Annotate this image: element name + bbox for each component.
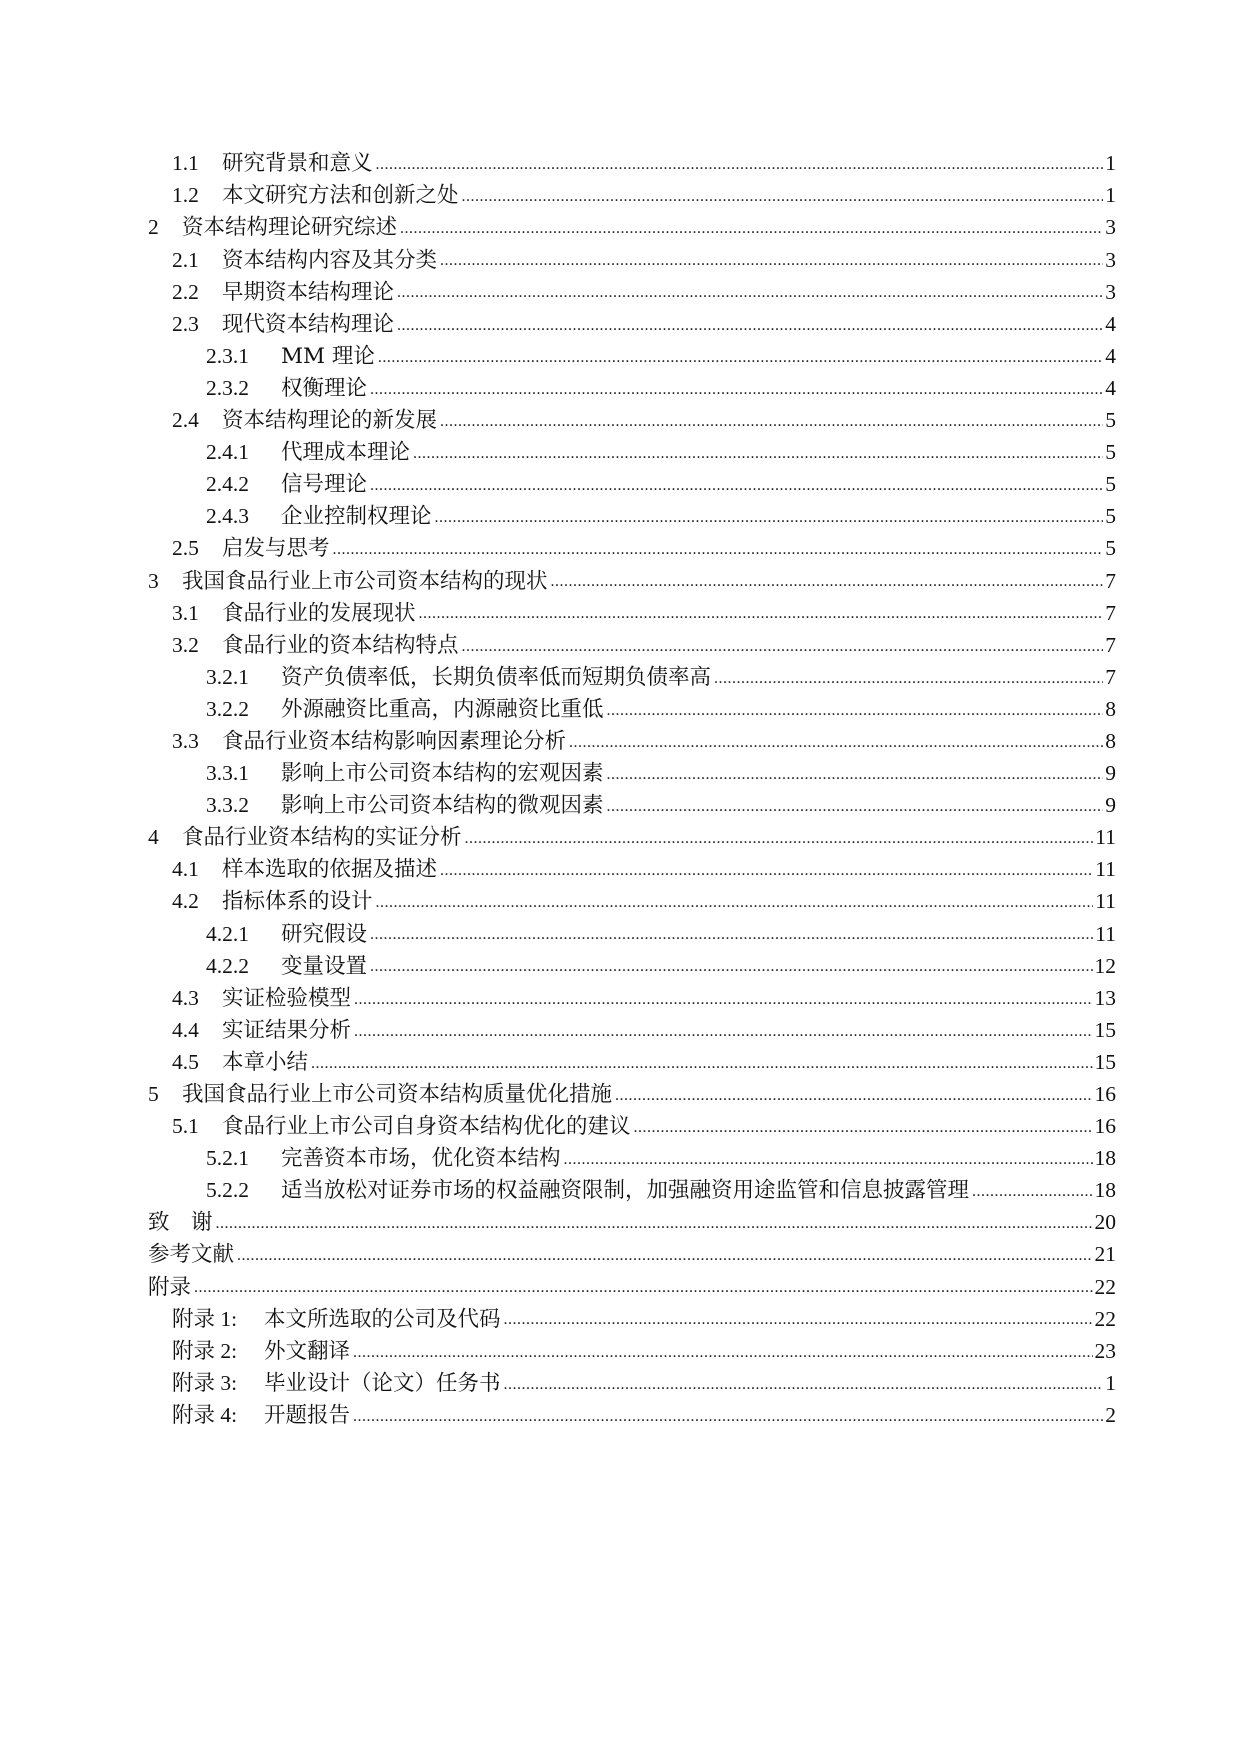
toc-entry[interactable] bbox=[148, 918, 1116, 950]
toc-dot-leader bbox=[435, 510, 1104, 533]
toc-entry[interactable] bbox=[148, 276, 1116, 308]
toc-entry[interactable] bbox=[148, 662, 1116, 694]
toc-entry-number: 2.4.2 bbox=[206, 472, 249, 497]
toc-entry[interactable] bbox=[148, 950, 1116, 982]
toc-entry-page-number: 8 bbox=[1105, 728, 1116, 753]
toc-dot-leader bbox=[370, 382, 1103, 405]
toc-entry[interactable] bbox=[148, 1368, 1116, 1400]
toc-dot-leader bbox=[333, 542, 1104, 565]
toc-entry[interactable] bbox=[148, 694, 1116, 726]
toc-entry-number: 2 bbox=[148, 215, 159, 240]
toc-entry[interactable] bbox=[148, 597, 1116, 629]
toc-entry[interactable] bbox=[148, 437, 1116, 469]
toc-entry-number: 3.2.1 bbox=[206, 664, 249, 689]
toc-entry-page-number: 16 bbox=[1094, 1082, 1116, 1107]
toc-entry-title: 资本结构理论研究综述 bbox=[182, 215, 398, 241]
toc-entry-number: 1.2 bbox=[172, 183, 199, 208]
toc-entry-title: 食品行业的资本结构特点 bbox=[222, 632, 459, 658]
toc-dot-leader bbox=[353, 1345, 1092, 1368]
toc-dot-leader bbox=[370, 478, 1103, 501]
toc-entry-number: 附录 2: bbox=[172, 1338, 238, 1363]
toc-dot-leader bbox=[440, 863, 1093, 886]
toc-entry-title: 致 谢 bbox=[148, 1210, 213, 1236]
toc-entry-title: 变量设置 bbox=[281, 953, 368, 979]
table-of-contents bbox=[148, 148, 1116, 1432]
toc-entry-page-number: 11 bbox=[1095, 825, 1116, 850]
toc-entry-number: 2.4.1 bbox=[206, 440, 249, 465]
toc-entry-title: 企业控制权理论 bbox=[281, 504, 432, 530]
toc-entry-title: 资产负债率低，长期负债率低而短期负债率高 bbox=[281, 664, 712, 690]
toc-entry-page-number: 9 bbox=[1105, 793, 1116, 818]
toc-entry-title: 本文所选取的公司及代码 bbox=[264, 1306, 501, 1332]
toc-dot-leader bbox=[397, 318, 1103, 341]
toc-dot-leader bbox=[440, 253, 1103, 276]
toc-entry[interactable] bbox=[148, 469, 1116, 501]
toc-entry-number: 2.3.1 bbox=[206, 343, 249, 368]
toc-entry-title: 影响上市公司资本结构的微观因素 bbox=[281, 793, 604, 819]
toc-dot-leader bbox=[634, 1120, 1093, 1143]
toc-entry-title: 我国食品行业上市公司资本结构的现状 bbox=[182, 568, 548, 594]
toc-dot-leader bbox=[607, 703, 1104, 726]
toc-entry-page-number: 1 bbox=[1105, 151, 1116, 176]
toc-entry-number: 附录 3: bbox=[172, 1370, 238, 1395]
toc-entry-number: 4.2.1 bbox=[206, 921, 249, 946]
toc-entry-page-number: 8 bbox=[1105, 696, 1116, 721]
toc-entry[interactable] bbox=[148, 405, 1116, 437]
toc-dot-leader bbox=[376, 895, 1094, 918]
toc-entry-number: 4.5 bbox=[172, 1049, 199, 1074]
toc-entry-number: 4.3 bbox=[172, 985, 199, 1010]
toc-dot-leader bbox=[714, 671, 1103, 694]
toc-entry-page-number: 12 bbox=[1094, 953, 1116, 978]
toc-entry-number: 3.3.1 bbox=[206, 761, 249, 786]
toc-dot-leader bbox=[376, 157, 1104, 180]
toc-entry-page-number: 4 bbox=[1105, 311, 1116, 336]
toc-entry-number: 3.1 bbox=[172, 600, 199, 625]
toc-entry[interactable] bbox=[148, 822, 1116, 854]
toc-dot-leader bbox=[397, 285, 1103, 308]
toc-dot-leader bbox=[972, 1184, 1092, 1207]
toc-dot-leader bbox=[353, 1409, 1103, 1432]
toc-entry[interactable] bbox=[148, 148, 1116, 180]
toc-entry-title: 参考文献 bbox=[148, 1242, 235, 1268]
toc-entry-number: 3.3 bbox=[172, 728, 199, 753]
toc-entry-title: 食品行业资本结构的实证分析 bbox=[182, 825, 462, 851]
toc-entry-title: 本章小结 bbox=[222, 1049, 309, 1075]
toc-entry-number: 2.3.2 bbox=[206, 375, 249, 400]
toc-entry[interactable] bbox=[148, 565, 1116, 597]
toc-entry-page-number: 7 bbox=[1105, 632, 1116, 657]
toc-entry-page-number: 5 bbox=[1105, 408, 1116, 433]
toc-entry-page-number: 3 bbox=[1105, 247, 1116, 272]
toc-dot-leader bbox=[440, 414, 1103, 437]
toc-entry-page-number: 15 bbox=[1094, 1017, 1116, 1042]
toc-entry[interactable] bbox=[148, 1143, 1116, 1175]
toc-dot-leader bbox=[465, 831, 1094, 854]
toc-dot-leader bbox=[194, 1280, 1092, 1303]
toc-entry[interactable] bbox=[148, 244, 1116, 276]
toc-entry[interactable] bbox=[148, 629, 1116, 661]
toc-entry-page-number: 22 bbox=[1094, 1274, 1116, 1299]
toc-entry-title: 指标体系的设计 bbox=[222, 889, 373, 915]
toc-entry-title: 开题报告 bbox=[264, 1402, 351, 1428]
toc-dot-leader bbox=[419, 606, 1104, 629]
toc-entry-number: 2.3 bbox=[172, 311, 199, 336]
toc-entry-number: 3.2 bbox=[172, 632, 199, 657]
toc-entry-page-number: 5 bbox=[1105, 504, 1116, 529]
toc-dot-leader bbox=[504, 1312, 1093, 1335]
toc-entry-page-number: 23 bbox=[1094, 1338, 1116, 1363]
toc-entry-page-number: 11 bbox=[1095, 921, 1116, 946]
toc-entry[interactable] bbox=[148, 982, 1116, 1014]
toc-entry-page-number: 4 bbox=[1105, 375, 1116, 400]
toc-entry-title: 毕业设计（论文）任务书 bbox=[264, 1370, 501, 1396]
toc-entry[interactable] bbox=[148, 1111, 1116, 1143]
toc-entry-number: 4.1 bbox=[172, 857, 199, 882]
toc-dot-leader bbox=[370, 927, 1093, 950]
toc-entry-page-number: 3 bbox=[1105, 279, 1116, 304]
toc-entry-number: 3.3.2 bbox=[206, 793, 249, 818]
toc-entry-number: 4.2 bbox=[172, 889, 199, 914]
toc-dot-leader bbox=[311, 1056, 1092, 1079]
toc-entry-page-number: 5 bbox=[1105, 440, 1116, 465]
toc-entry[interactable] bbox=[148, 212, 1116, 244]
toc-entry-title: 资本结构内容及其分类 bbox=[222, 247, 438, 273]
toc-entry-page-number: 7 bbox=[1105, 600, 1116, 625]
toc-entry-title: 信号理论 bbox=[281, 472, 368, 498]
toc-entry-number: 2.4.3 bbox=[206, 504, 249, 529]
toc-entry-page-number: 5 bbox=[1105, 472, 1116, 497]
toc-entry-page-number: 7 bbox=[1105, 664, 1116, 689]
toc-entry[interactable] bbox=[148, 726, 1116, 758]
toc-entry-title: 权衡理论 bbox=[281, 375, 368, 401]
toc-entry-number: 2.5 bbox=[172, 536, 199, 561]
toc-dot-leader bbox=[378, 350, 1103, 373]
toc-entry-number: 2.4 bbox=[172, 408, 199, 433]
toc-entry-page-number: 9 bbox=[1105, 761, 1116, 786]
toc-entry[interactable] bbox=[148, 1335, 1116, 1367]
toc-dot-leader bbox=[462, 639, 1104, 662]
toc-entry-number: 附录 4: bbox=[172, 1402, 238, 1427]
toc-entry[interactable] bbox=[148, 1207, 1116, 1239]
toc-entry-title: 资本结构理论的新发展 bbox=[222, 408, 438, 434]
toc-entry-page-number: 5 bbox=[1105, 536, 1116, 561]
toc-entry-title: 实证结果分析 bbox=[222, 1017, 352, 1043]
toc-entry-page-number: 1 bbox=[1105, 1370, 1116, 1395]
toc-entry-page-number: 7 bbox=[1105, 568, 1116, 593]
toc-entry-page-number: 18 bbox=[1094, 1178, 1116, 1203]
toc-entry[interactable] bbox=[148, 533, 1116, 565]
toc-entry-number: 2.1 bbox=[172, 247, 199, 272]
toc-entry-title: 适当放松对证券市场的权益融资限制，加强融资用途监管和信息披露管理 bbox=[281, 1178, 970, 1204]
toc-entry-title: 外源融资比重高，内源融资比重低 bbox=[281, 696, 604, 722]
toc-entry-number: 1.1 bbox=[172, 151, 199, 176]
toc-entry-title: 研究背景和意义 bbox=[222, 151, 373, 177]
toc-dot-leader bbox=[413, 446, 1103, 469]
toc-entry-title: 启发与思考 bbox=[222, 536, 330, 562]
toc-dot-leader bbox=[551, 574, 1104, 597]
toc-entry-number: 5 bbox=[148, 1082, 159, 1107]
toc-entry-number: 2.2 bbox=[172, 279, 199, 304]
toc-entry-title: 外文翻译 bbox=[264, 1338, 351, 1364]
toc-entry-page-number: 21 bbox=[1094, 1242, 1116, 1267]
toc-entry[interactable] bbox=[148, 758, 1116, 790]
toc-dot-leader bbox=[569, 735, 1103, 758]
toc-dot-leader bbox=[354, 992, 1092, 1015]
toc-dot-leader bbox=[400, 221, 1103, 244]
toc-entry-title: 现代资本结构理论 bbox=[222, 311, 395, 337]
toc-entry[interactable] bbox=[148, 373, 1116, 405]
toc-dot-leader bbox=[564, 1152, 1093, 1175]
toc-entry-number: 附录 1: bbox=[172, 1306, 238, 1331]
toc-entry-page-number: 22 bbox=[1094, 1306, 1116, 1331]
toc-entry-page-number: 13 bbox=[1094, 985, 1116, 1010]
toc-entry-title: 食品行业资本结构影响因素理论分析 bbox=[222, 728, 567, 754]
toc-entry-title: 我国食品行业上市公司资本结构质量优化措施 bbox=[182, 1082, 613, 1108]
toc-entry[interactable] bbox=[148, 501, 1116, 533]
toc-dot-leader bbox=[370, 959, 1092, 982]
toc-entry-title: 附录 bbox=[148, 1274, 192, 1300]
toc-entry[interactable] bbox=[148, 1079, 1116, 1111]
toc-entry[interactable] bbox=[148, 886, 1116, 918]
toc-dot-leader bbox=[504, 1377, 1104, 1400]
toc-entry-title: 食品行业上市公司自身资本结构优化的建议 bbox=[222, 1114, 631, 1140]
toc-entry-number: 4.2.2 bbox=[206, 953, 249, 978]
toc-entry-page-number: 11 bbox=[1095, 889, 1116, 914]
toc-entry-page-number: 2 bbox=[1105, 1402, 1116, 1427]
toc-entry[interactable] bbox=[148, 308, 1116, 340]
toc-entry-page-number: 15 bbox=[1094, 1049, 1116, 1074]
toc-entry-title: 完善资本市场，优化资本结构 bbox=[281, 1146, 561, 1172]
toc-dot-leader bbox=[607, 767, 1104, 790]
toc-entry[interactable] bbox=[148, 1175, 1116, 1207]
toc-entry-number: 5.2.1 bbox=[206, 1146, 249, 1171]
toc-dot-leader bbox=[615, 1088, 1092, 1111]
toc-entry-title: 食品行业的发展现状 bbox=[222, 600, 416, 626]
toc-entry-page-number: 20 bbox=[1094, 1210, 1116, 1235]
toc-entry-page-number: 11 bbox=[1095, 857, 1116, 882]
toc-entry-title: 早期资本结构理论 bbox=[222, 279, 395, 305]
toc-entry-page-number: 1 bbox=[1105, 183, 1116, 208]
toc-entry[interactable] bbox=[148, 1047, 1116, 1079]
toc-entry[interactable] bbox=[148, 180, 1116, 212]
toc-entry-page-number: 18 bbox=[1094, 1146, 1116, 1171]
toc-entry[interactable] bbox=[148, 790, 1116, 822]
toc-dot-leader bbox=[237, 1248, 1092, 1271]
toc-entry[interactable] bbox=[148, 1271, 1116, 1303]
toc-entry[interactable] bbox=[148, 341, 1116, 373]
toc-entry-title: 研究假设 bbox=[281, 921, 368, 947]
toc-entry-title: 样本选取的依据及描述 bbox=[222, 857, 438, 883]
toc-entry-title: 实证检验模型 bbox=[222, 985, 352, 1011]
toc-entry[interactable] bbox=[148, 1015, 1116, 1047]
toc-entry-number: 5.1 bbox=[172, 1114, 199, 1139]
toc-entry-number: 5.2.2 bbox=[206, 1178, 249, 1203]
toc-dot-leader bbox=[462, 189, 1104, 212]
toc-entry[interactable] bbox=[148, 1239, 1116, 1271]
toc-entry-number: 3 bbox=[148, 568, 159, 593]
toc-entry-number: 4.4 bbox=[172, 1017, 199, 1042]
toc-entry[interactable] bbox=[148, 1303, 1116, 1335]
toc-entry-title: MM 理论 bbox=[281, 343, 375, 369]
toc-dot-leader bbox=[607, 799, 1104, 822]
toc-entry[interactable] bbox=[148, 1400, 1116, 1432]
toc-entry[interactable] bbox=[148, 854, 1116, 886]
toc-entry-title: 代理成本理论 bbox=[281, 440, 411, 466]
toc-entry-number: 4 bbox=[148, 825, 159, 850]
toc-entry-page-number: 16 bbox=[1094, 1114, 1116, 1139]
toc-dot-leader bbox=[354, 1024, 1092, 1047]
toc-entry-number: 3.2.2 bbox=[206, 696, 249, 721]
toc-entry-page-number: 3 bbox=[1105, 215, 1116, 240]
toc-entry-page-number: 4 bbox=[1105, 343, 1116, 368]
toc-dot-leader bbox=[216, 1216, 1093, 1239]
toc-entry-title: 本文研究方法和创新之处 bbox=[222, 183, 459, 209]
toc-entry-title: 影响上市公司资本结构的宏观因素 bbox=[281, 761, 604, 787]
